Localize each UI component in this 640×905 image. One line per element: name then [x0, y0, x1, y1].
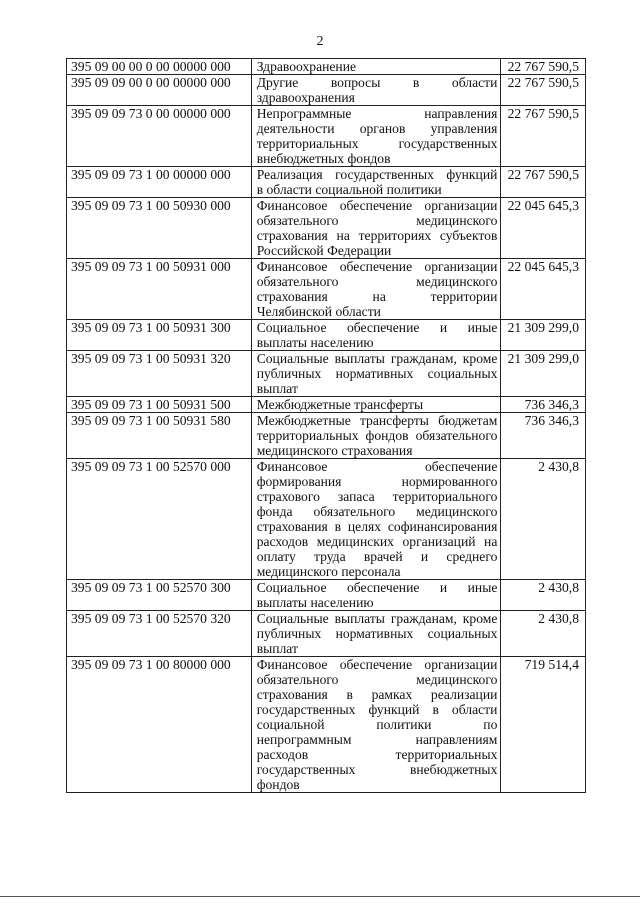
description-cell	[251, 351, 501, 397]
description-line: Социальное обеспечение и иные	[256, 320, 498, 335]
budget-table	[66, 58, 586, 793]
description-line: публичных нормативных социальных	[256, 626, 498, 641]
description-line: обязательного медицинского	[256, 672, 498, 687]
budget-code-cell: 395 09 09 73 1 00 50931 500	[67, 397, 252, 413]
description-line: Здравоохранение	[256, 59, 357, 74]
table-row	[67, 75, 586, 106]
description-cell	[251, 611, 501, 657]
description-line: Реализация государственных функций	[256, 167, 498, 182]
amount-cell: 22 767 590,5	[501, 167, 586, 198]
budget-code-cell: 395 09 00 00 0 00 00000 000	[67, 59, 252, 75]
table-row	[67, 657, 586, 793]
table-row	[67, 459, 586, 580]
description-cell	[251, 657, 501, 793]
description-line: страхования в рамках реализации	[256, 687, 498, 702]
table-row	[67, 580, 586, 611]
description-line: Финансовое обеспечение	[256, 459, 498, 474]
description-line: непрограммным направлениям	[256, 732, 498, 747]
description-line: оплату труда врачей и среднего	[256, 549, 498, 564]
description-line: внебюджетных фондов	[256, 151, 391, 166]
description-cell	[251, 320, 501, 351]
description-line: Другие вопросы в области	[256, 75, 498, 90]
description-cell	[251, 259, 501, 320]
description-line: выплат	[256, 381, 298, 396]
page-number: 2	[316, 34, 324, 49]
table-row	[67, 59, 586, 75]
description-line: Челябинской области	[256, 304, 381, 319]
budget-code-cell: 395 09 09 73 1 00 00000 000	[67, 167, 252, 198]
description-cell	[251, 413, 501, 459]
description-line: Межбюджетные трансферты	[256, 397, 424, 412]
description-line: страхования на территориях субъектов	[256, 228, 498, 243]
description-line: выплат	[256, 641, 298, 656]
budget-code-cell: 395 09 09 73 1 00 50931 580	[67, 413, 252, 459]
amount-cell: 719 514,4	[501, 657, 586, 793]
description-line: фондов	[256, 777, 300, 792]
description-cell	[251, 75, 501, 106]
description-line: территориальных фондов обязательного	[256, 428, 498, 443]
amount-cell: 736 346,3	[501, 397, 586, 413]
page-bottom-rule	[0, 896, 640, 897]
description-line: страхования в целях софинансирования	[256, 519, 498, 534]
description-cell	[251, 397, 501, 413]
description-line: выплаты населению	[256, 335, 374, 350]
description-line: Социальные выплаты гражданам, кроме	[256, 351, 498, 366]
description-cell	[251, 198, 501, 259]
description-line: Непрограммные направления	[256, 106, 498, 121]
description-cell	[251, 459, 501, 580]
table-row	[67, 397, 586, 413]
description-line: Финансовое обеспечение организации	[256, 657, 498, 672]
description-line: выплаты населению	[256, 595, 374, 610]
description-cell	[251, 580, 501, 611]
amount-cell: 21 309 299,0	[501, 351, 586, 397]
description-line: формирования нормированного	[256, 474, 498, 489]
description-line: медицинского персонала	[256, 564, 401, 579]
description-line: расходов медицинских организаций на	[256, 534, 498, 549]
budget-code-cell: 395 09 09 73 1 00 52570 320	[67, 611, 252, 657]
budget-code-cell: 395 09 09 73 1 00 50931 300	[67, 320, 252, 351]
table-row	[67, 351, 586, 397]
description-line: Социальное обеспечение и иные	[256, 580, 498, 595]
budget-code-cell: 395 09 09 73 1 00 52570 300	[67, 580, 252, 611]
amount-cell: 736 346,3	[501, 413, 586, 459]
table-row	[67, 413, 586, 459]
description-line: обязательного медицинского	[256, 274, 498, 289]
description-line: страхового запаса территориального	[256, 489, 498, 504]
description-line: медицинского страхования	[256, 443, 413, 458]
budget-code-cell: 395 09 09 73 1 00 50931 000	[67, 259, 252, 320]
budget-code-cell: 395 09 09 73 1 00 80000 000	[67, 657, 252, 793]
table-row	[67, 611, 586, 657]
description-line: фонда обязательного медицинского	[256, 504, 498, 519]
description-cell	[251, 167, 501, 198]
description-line: государственных функций в области	[256, 702, 498, 717]
description-line: Финансовое обеспечение организации	[256, 198, 498, 213]
budget-code-cell: 395 09 09 00 0 00 00000 000	[67, 75, 252, 106]
description-line: Межбюджетные трансферты бюджетам	[256, 413, 498, 428]
description-line: территориальных государственных	[256, 136, 498, 151]
table-body	[67, 59, 586, 793]
amount-cell: 22 045 645,3	[501, 198, 586, 259]
description-line: здравоохранения	[256, 90, 355, 105]
description-line: Финансовое обеспечение организации	[256, 259, 498, 274]
description-line: публичных нормативных социальных	[256, 366, 498, 381]
description-line: социальной политики по	[256, 717, 498, 732]
description-line: Российской Федерации	[256, 243, 392, 258]
description-cell	[251, 106, 501, 167]
table-row	[67, 106, 586, 167]
description-line: расходов территориальных	[256, 747, 498, 762]
budget-code-cell: 395 09 09 73 0 00 00000 000	[67, 106, 252, 167]
table-row	[67, 320, 586, 351]
amount-cell: 22 767 590,5	[501, 75, 586, 106]
description-line: в области социальной политики	[256, 182, 442, 197]
budget-code-cell: 395 09 09 73 1 00 50931 320	[67, 351, 252, 397]
amount-cell: 22 767 590,5	[501, 106, 586, 167]
description-line: Социальные выплаты гражданам, кроме	[256, 611, 498, 626]
table-row	[67, 167, 586, 198]
description-line: государственных внебюджетных	[256, 762, 498, 777]
amount-cell: 21 309 299,0	[501, 320, 586, 351]
budget-code-cell: 395 09 09 73 1 00 52570 000	[67, 459, 252, 580]
table-row	[67, 198, 586, 259]
budget-code-cell: 395 09 09 73 1 00 50930 000	[67, 198, 252, 259]
description-line: страхования на территории	[256, 289, 498, 304]
amount-cell: 22 045 645,3	[501, 259, 586, 320]
amount-cell: 22 767 590,5	[501, 59, 586, 75]
amount-cell: 2 430,8	[501, 459, 586, 580]
amount-cell: 2 430,8	[501, 580, 586, 611]
amount-cell: 2 430,8	[501, 611, 586, 657]
description-cell	[251, 59, 501, 75]
table-row	[67, 259, 586, 320]
description-line: деятельности органов управления	[256, 121, 498, 136]
description-line: обязательного медицинского	[256, 213, 498, 228]
